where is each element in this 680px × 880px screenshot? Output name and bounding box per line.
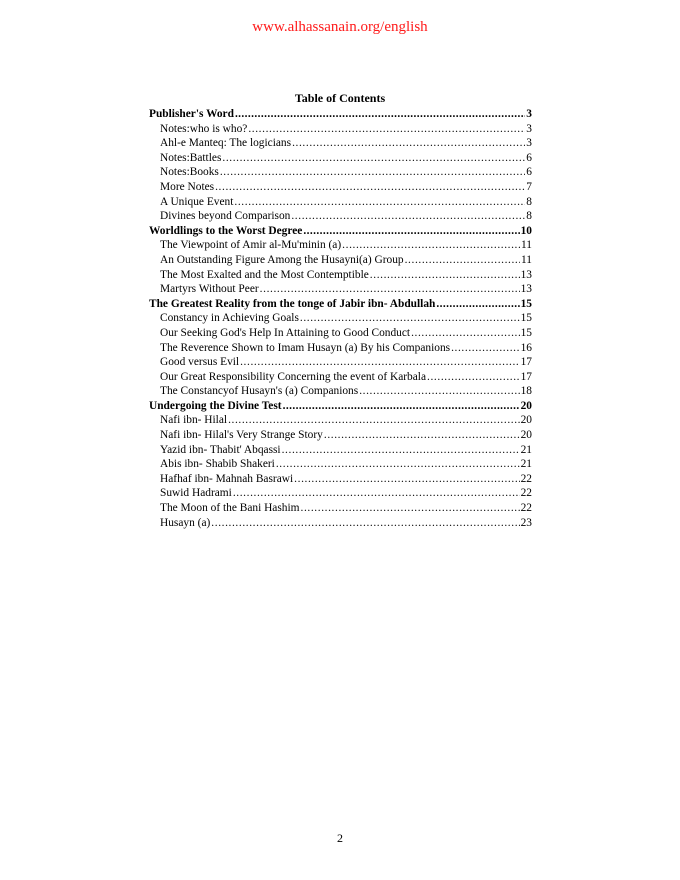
- toc-dot-leader: [300, 311, 520, 326]
- toc-dot-leader: [405, 253, 520, 268]
- toc-entry-page-number: 13: [520, 268, 532, 281]
- toc-subsection-entry[interactable]: [149, 384, 532, 399]
- toc-entry-label: Good versus Evil: [160, 356, 240, 369]
- toc-entry-page-number: 16: [520, 341, 532, 354]
- toc-entry-page-number: 6: [526, 166, 532, 179]
- toc-subsection-entry[interactable]: [149, 428, 532, 443]
- toc-subsection-entry[interactable]: [149, 209, 532, 224]
- toc-dot-leader: [282, 443, 520, 458]
- toc-entry-page-number: 15: [520, 326, 532, 339]
- toc-subsection-entry[interactable]: [149, 311, 532, 326]
- toc-entry-page-number: 20: [520, 429, 532, 442]
- toc-entry-page-number: 20: [520, 414, 532, 427]
- toc-dot-leader: [276, 457, 520, 472]
- toc-dot-leader: [301, 501, 520, 516]
- toc-entry-label: Undergoing the Divine Test: [149, 399, 282, 412]
- toc-entry-page-number: 18: [520, 385, 532, 398]
- toc-subsection-entry[interactable]: [149, 341, 532, 356]
- page-number: 2: [337, 831, 343, 845]
- toc-entry-label: Constancy in Achieving Goals: [160, 312, 299, 325]
- toc-dot-leader: [451, 341, 520, 356]
- toc-dot-leader: [292, 136, 525, 151]
- toc-entry-label: Publisher's Word: [149, 108, 234, 120]
- toc-dot-leader: [215, 180, 525, 195]
- toc-entry-page-number: 10: [520, 224, 532, 237]
- toc-entry-page-number: 22: [520, 472, 532, 485]
- toc-entry-page-number: 22: [520, 487, 532, 500]
- toc-subsection-entry[interactable]: [149, 195, 532, 210]
- toc-dot-leader: [342, 238, 520, 253]
- toc-dot-leader: [436, 297, 519, 312]
- toc-entry-label: Notes:who is who?: [160, 122, 248, 135]
- toc-section-entry[interactable]: [149, 297, 532, 312]
- toc-entry-label: The Moon of the Bani Hashim: [160, 502, 300, 515]
- toc-dot-leader: [294, 472, 519, 487]
- toc-subsection-entry[interactable]: [149, 151, 532, 166]
- toc-entry-page-number: 21: [520, 443, 532, 456]
- toc-entry-label: The Greatest Reality from the tonge of Jabir ibn- Abdullah: [149, 297, 436, 310]
- toc-dot-leader: [233, 486, 520, 501]
- toc-subsection-entry[interactable]: [149, 268, 532, 283]
- toc-entry-label: Abis ibn- Shabib Shakeri: [160, 458, 275, 471]
- toc-entry-label: Martyrs Without Peer: [160, 283, 259, 296]
- toc-entry-page-number: 23: [520, 516, 532, 529]
- toc-entry-page-number: 11: [521, 239, 532, 252]
- toc-entry-page-number: 3: [526, 108, 532, 120]
- toc-subsection-entry[interactable]: [149, 413, 532, 428]
- toc-dot-leader: [291, 209, 525, 224]
- toc-entry-page-number: 20: [520, 399, 532, 412]
- toc-entry-page-number: 3: [526, 122, 532, 135]
- toc-entry-label: Suwid Hadrami: [160, 487, 232, 500]
- toc-entry-page-number: 17: [520, 356, 532, 369]
- toc-entry-label: Worldlings to the Worst Degree: [149, 224, 303, 237]
- toc-entry-label: Hafhaf ibn- Mahnah Basrawi: [160, 472, 294, 485]
- toc-subsection-entry[interactable]: [149, 472, 532, 487]
- toc-dot-leader: [283, 399, 520, 414]
- site-url-link[interactable]: www.alhassanain.org/english: [252, 19, 428, 35]
- toc-subsection-entry[interactable]: [149, 253, 532, 268]
- toc-subsection-entry[interactable]: [149, 443, 532, 458]
- toc-entry-label: The Viewpoint of Amir al-Mu'minin (a): [160, 239, 342, 252]
- toc-entry-page-number: 15: [520, 312, 532, 325]
- toc-entry-label: Husayn (a): [160, 516, 211, 529]
- toc-entry-label: Yazid ibn- Thabit' Abqassi: [160, 443, 281, 456]
- toc-dot-leader: [222, 151, 525, 166]
- toc-entry-label: Our Seeking God's Help In Attaining to Good Conduct: [160, 326, 411, 339]
- toc-dot-leader: [211, 516, 519, 531]
- toc-entry-page-number: 17: [520, 370, 532, 383]
- toc-dot-leader: [228, 413, 520, 428]
- toc-entry-label: Notes:Books: [160, 166, 219, 179]
- toc-entry-page-number: 8: [526, 210, 532, 223]
- toc-subsection-entry[interactable]: [149, 326, 532, 341]
- toc-dot-leader: [240, 355, 520, 370]
- toc-entry-label: Ahl-e Manteq: The logicians: [160, 137, 292, 150]
- toc-subsection-entry[interactable]: [149, 457, 532, 472]
- toc-dot-leader: [260, 282, 520, 297]
- toc-dot-leader: [235, 107, 525, 122]
- toc-title: Table of Contents: [294, 91, 386, 105]
- toc-subsection-entry[interactable]: [149, 355, 532, 370]
- toc-dot-leader: [411, 326, 520, 341]
- toc-section-entry[interactable]: [149, 107, 532, 122]
- toc-entry-label: Notes:Battles: [160, 151, 222, 164]
- toc-subsection-entry[interactable]: [149, 136, 532, 151]
- toc-entry-label: An Outstanding Figure Among the Husayni(a) Group: [160, 253, 404, 266]
- toc-dot-leader: [359, 384, 519, 399]
- toc-entry-page-number: 7: [526, 180, 532, 193]
- toc-entry-label: The Constancyof Husayn's (a) Companions: [160, 385, 359, 398]
- toc-entry-page-number: 21: [520, 458, 532, 471]
- toc-dot-leader: [303, 224, 519, 239]
- toc-entry-page-number: 8: [526, 195, 532, 208]
- toc-entry-page-number: 13: [520, 283, 532, 296]
- toc-subsection-entry[interactable]: [149, 180, 532, 195]
- table-of-contents: [149, 107, 532, 530]
- toc-entry-page-number: 3: [526, 137, 532, 150]
- toc-subsection-entry[interactable]: [149, 501, 532, 516]
- toc-subsection-entry[interactable]: [149, 122, 532, 137]
- toc-entry-label: The Reverence Shown to Imam Husayn (a) By his Companions: [160, 341, 451, 354]
- toc-dot-leader: [370, 268, 520, 283]
- toc-dot-leader: [427, 370, 520, 385]
- toc-entry-label: Nafi ibn- Hilal's Very Strange Story: [160, 429, 323, 442]
- toc-entry-page-number: 15: [520, 297, 532, 310]
- toc-section-entry[interactable]: [149, 224, 532, 239]
- toc-dot-leader: [324, 428, 520, 443]
- toc-entry-page-number: 11: [521, 253, 532, 266]
- toc-entry-label: A Unique Event: [160, 195, 234, 208]
- toc-dot-leader: [248, 122, 525, 137]
- toc-entry-label: Divines beyond Comparison: [160, 210, 291, 223]
- toc-dot-leader: [220, 165, 525, 180]
- toc-dot-leader: [234, 195, 525, 210]
- toc-subsection-entry[interactable]: [149, 516, 532, 531]
- toc-subsection-entry[interactable]: [149, 486, 532, 501]
- toc-subsection-entry[interactable]: [149, 282, 532, 297]
- toc-subsection-entry[interactable]: [149, 370, 532, 385]
- toc-entry-page-number: 22: [520, 502, 532, 515]
- toc-section-entry[interactable]: [149, 399, 532, 414]
- toc-subsection-entry[interactable]: [149, 238, 532, 253]
- toc-entry-page-number: 6: [526, 151, 532, 164]
- toc-entry-label: The Most Exalted and the Most Contemptible: [160, 268, 369, 281]
- toc-entry-label: Nafi ibn- Hilal: [160, 414, 228, 427]
- toc-entry-label: More Notes: [160, 180, 215, 193]
- toc-entry-label: Our Great Responsibility Concerning the event of Karbala: [160, 370, 427, 383]
- toc-subsection-entry[interactable]: [149, 165, 532, 180]
